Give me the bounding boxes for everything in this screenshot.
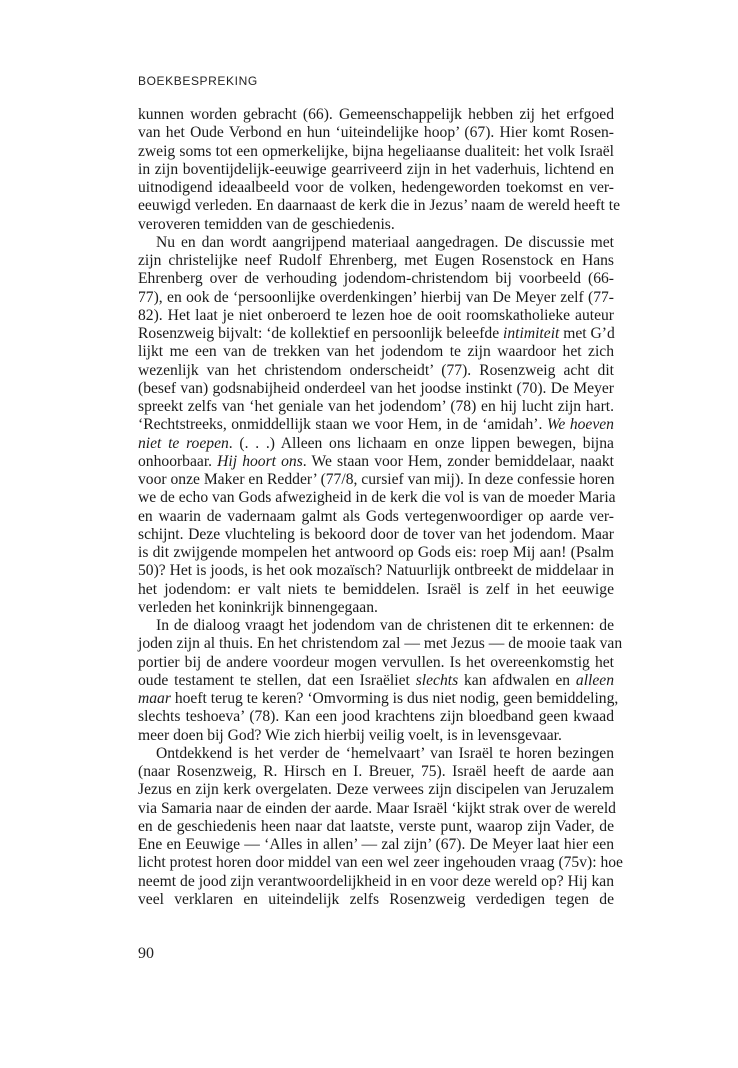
- text-line: Nu en dan wordt aangrijpend materiaal aangedragen. De discussie met: [156, 233, 614, 251]
- text-line: zweig soms tot een opmerkelijke, bijna hegeliaanse dualiteit: het volk Israël: [138, 142, 614, 160]
- text-line: neemt de jood zijn verantwoordelijkheid in en voor deze wereld op? Hij kan: [138, 872, 614, 890]
- text-line: meer doen bij God? Wie zich hierbij veilig voelt, is in levensgevaar.: [138, 726, 562, 744]
- text-line: in zijn boventijdelijk-eeuwige gearriveerd zijn in het vaderhuis, lichtend en: [138, 160, 614, 178]
- text-line: veroveren temidden van de geschiedenis.: [138, 215, 395, 233]
- text-line: van het Oude Verbond en hun ‘uiteindelijke hoop’ (67). Hier komt Rosen-: [138, 124, 614, 142]
- text-line: portier bij de andere voordeur mogen vervullen. Is het overeenkomstig het: [138, 653, 614, 671]
- text-line: oude testament te stellen, dat een Israëliet slechts kan afdwalen en alleen: [138, 671, 614, 689]
- text-line: en de geschiedenis heen naar dat laatste, verste punt, waarop zijn Vader, de: [138, 817, 614, 835]
- text-line: wezenlijk van het christendom onderscheidt’ (77). Rosenzweig acht dit: [138, 361, 614, 379]
- text-line: we de echo van Gods afwezigheid in de kerk die vol is van de moeder Maria: [138, 489, 616, 507]
- body-text: [138, 106, 623, 909]
- text-line: maar hoeft terug te keren? ‘Omvorming is dus niet nodig, geen bemiddeling,: [138, 690, 619, 707]
- text-line: lijkt me een van de trekken van het jodendom te zijn waardoor het zich: [138, 343, 614, 361]
- text-line: onhoorbaar. Hij hoort ons. We staan voor Hem, zonder bemiddelaar, naakt: [138, 452, 614, 470]
- text-line: Ontdekkend is het verder de ‘hemelvaart’ van Israël te horen bezingen: [156, 744, 614, 762]
- text-line: niet te roepen. (. . .) Alleen ons lichaam en onze lippen bewegen, bijna: [138, 434, 614, 452]
- text-line: schijnt. Deze vluchteling is bekoord door de tover van het jodendom. Maar: [138, 525, 614, 543]
- text-line: 77), en ook de ‘persoonlijke overdenkingen’ hierbij van De Meyer zelf (77-: [138, 288, 614, 306]
- text-line: uitnodigend ideaalbeeld voor de volken, hedengeworden toekomst en ver-: [138, 179, 614, 196]
- text-line: is dit zwijgende mompelen het antwoord op Gods eis: roep Mij aan! (Psalm: [138, 544, 614, 561]
- text-line: spreekt zelfs van ‘het geniale van het jodendom’ (78) en hij lucht zijn hart.: [138, 398, 614, 415]
- text-line: veel verklaren en uiteindelijk zelfs Rosenzweig verdedigen tegen de: [138, 890, 614, 908]
- text-line: en waarin de vadernaam galmt als Gods vertegenwoordiger op aarde ver-: [138, 507, 614, 525]
- running-head: BOEKBESPREKING: [138, 74, 258, 88]
- text-line: (naar Rosenzweig, R. Hirsch en I. Breuer, 75). Israël heeft de aarde aan: [138, 763, 614, 780]
- text-line: via Samaria naar de einden der aarde. Maar Israël ‘kijkt strak over de wereld: [138, 799, 616, 817]
- text-line: Ene en Eeuwige — ‘Alles in allen’ — zal zijn’ (67). De Meyer laat hier een: [138, 836, 614, 853]
- text-line: licht protest horen door middel van een wel zeer ingehouden vraag (75v): hoe: [138, 854, 623, 872]
- text-line: Jezus en zijn kerk overgelaten. Deze verwees zijn discipelen van Jeruzalem: [138, 781, 614, 799]
- text-line: Rosenzweig bijvalt: ‘de kollektief en persoonlijk beleefde intimiteit met G’d: [138, 325, 615, 342]
- text-line: Ehrenberg over de verhouding jodendom-christendom bij voorbeeld (66-: [138, 270, 614, 288]
- text-line: kunnen worden gebracht (66). Gemeenschappelijk hebben zij het erfgoed: [138, 106, 614, 123]
- text-line: het jodendom: er valt niets te bemiddelen. Israël is zelf in het eeuwige: [138, 580, 614, 598]
- text-line: 50)? Het is joods, is het ook mozaïsch? Natuurlijk ontbreekt de middelaar in: [138, 562, 614, 580]
- text-line: verleden het koninkrijk binnengegaan.: [138, 598, 378, 616]
- text-line: voor onze Maker en Redder’ (77/8, cursief van mij). In deze confessie horen: [138, 471, 615, 488]
- text-line: slechts teshoeva’ (78). Kan een jood krachtens zijn bloedband geen kwaad: [138, 708, 614, 726]
- page-number: 90: [138, 945, 154, 962]
- text-line: ‘Rechtstreeks, onmiddellijk staan we voor Hem, in de ‘amidah’. We hoeven: [138, 416, 614, 434]
- text-line: (besef van) godsnabijheid onderdeel van het joodse instinkt (70). De Meyer: [138, 379, 614, 397]
- text-line: eeuwigd verleden. En daarnaast de kerk die in Jezus’ naam de wereld heeft te: [138, 197, 621, 215]
- text-line: joden zijn al thuis. En het christendom zal — met Jezus — de mooie taak van: [138, 635, 623, 653]
- text-line: 82). Het laat je niet onberoerd te lezen hoe de ooit roomskatholieke auteur: [138, 306, 614, 324]
- text-line: In de dialoog vraagt het jodendom van de christenen dit te erkennen: de: [156, 617, 614, 634]
- text-line: zijn christelijke neef Rudolf Ehrenberg, met Eugen Rosenstock en Hans: [138, 252, 614, 269]
